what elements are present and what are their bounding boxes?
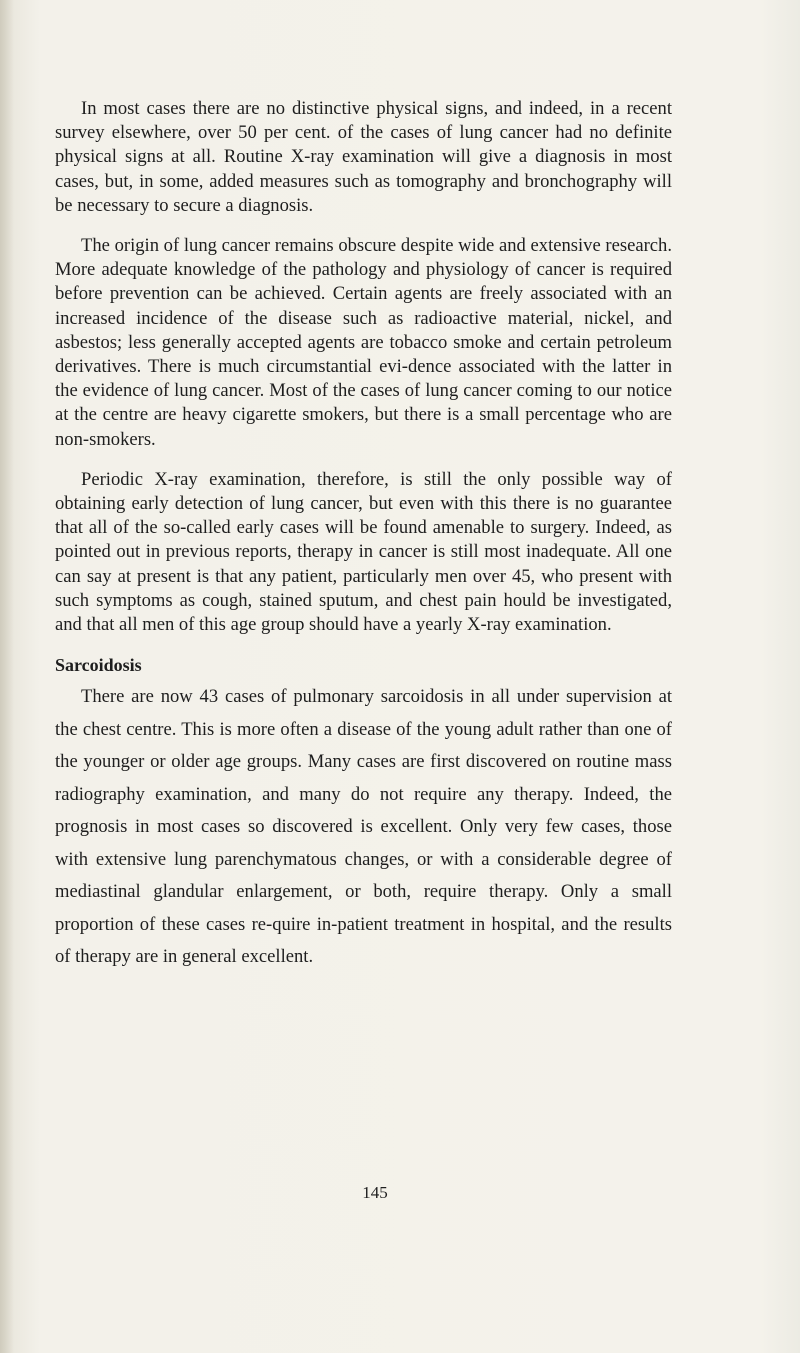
paragraph-physical-signs: In most cases there are no distinctive physical signs, and indeed, in a recent survey elsewhere, over 50 per cent. of the cases of lung cancer had no definite physical signs at all. Routine X-ray examination will give a diagnosis in most cases, but, in some, added measures such as tomography and bronchography will be necessary to secure a diagnosis.: [55, 98, 672, 216]
page-edge-shadow: [0, 0, 14, 1353]
page-number: 145: [362, 1183, 388, 1202]
section-heading-sarcoidosis: Sarcoidosis: [55, 655, 142, 676]
paragraph-periodic-xray: Periodic X-ray examination, therefore, is still the only possible way of obtaining early detection of lung cancer, but even with this there is no guarantee that all of the so-called early cases will be found amenable to surgery. Indeed, as pointed out in previous reports, therapy in cancer is still most inadequate. All one can say at present is that any patient, particularly men over 45, who present with such symptoms as cough, stained sputum, and chest pain hould be investigated, and that all men of this age group should have a yearly X-ray examination.: [55, 468, 672, 636]
paragraph-origin-lung-cancer: The origin of lung cancer remains obscure despite wide and extensive research. More adequate knowledge of the pathology and physiology of cancer is required before prevention can be achieved. Certain agents are freely associated with an increased incidence of the disease such as radioactive material, nickel, and asbestos; less generally accepted agents are tobacco smoke and certain petroleum derivatives. There is much circumstantial evi-dence associated with the latter in the evidence of lung cancer. Most of the cases of lung cancer coming to our notice at the centre are heavy cigarette smokers, but there is a small percentage who are non-smokers.: [55, 235, 672, 450]
body-text: [55, 97, 672, 974]
paragraph-sarcoidosis: There are now 43 cases of pulmonary sarcoidosis in all under supervision at the chest centre. This is more often a disease of the young adult rather than one of the younger or older age groups. Many cases are first discovered on routine mass radiography examination, and many do not require any therapy. Indeed, the prognosis in most cases so discovered is excellent. Only very few cases, those with extensive lung parenchymatous changes, or with a considerable degree of mediastinal glandular enlargement, or both, require therapy. Only a small proportion of these cases re-quire in-patient treatment in hospital, and the results of therapy are in general excellent.: [55, 686, 672, 968]
